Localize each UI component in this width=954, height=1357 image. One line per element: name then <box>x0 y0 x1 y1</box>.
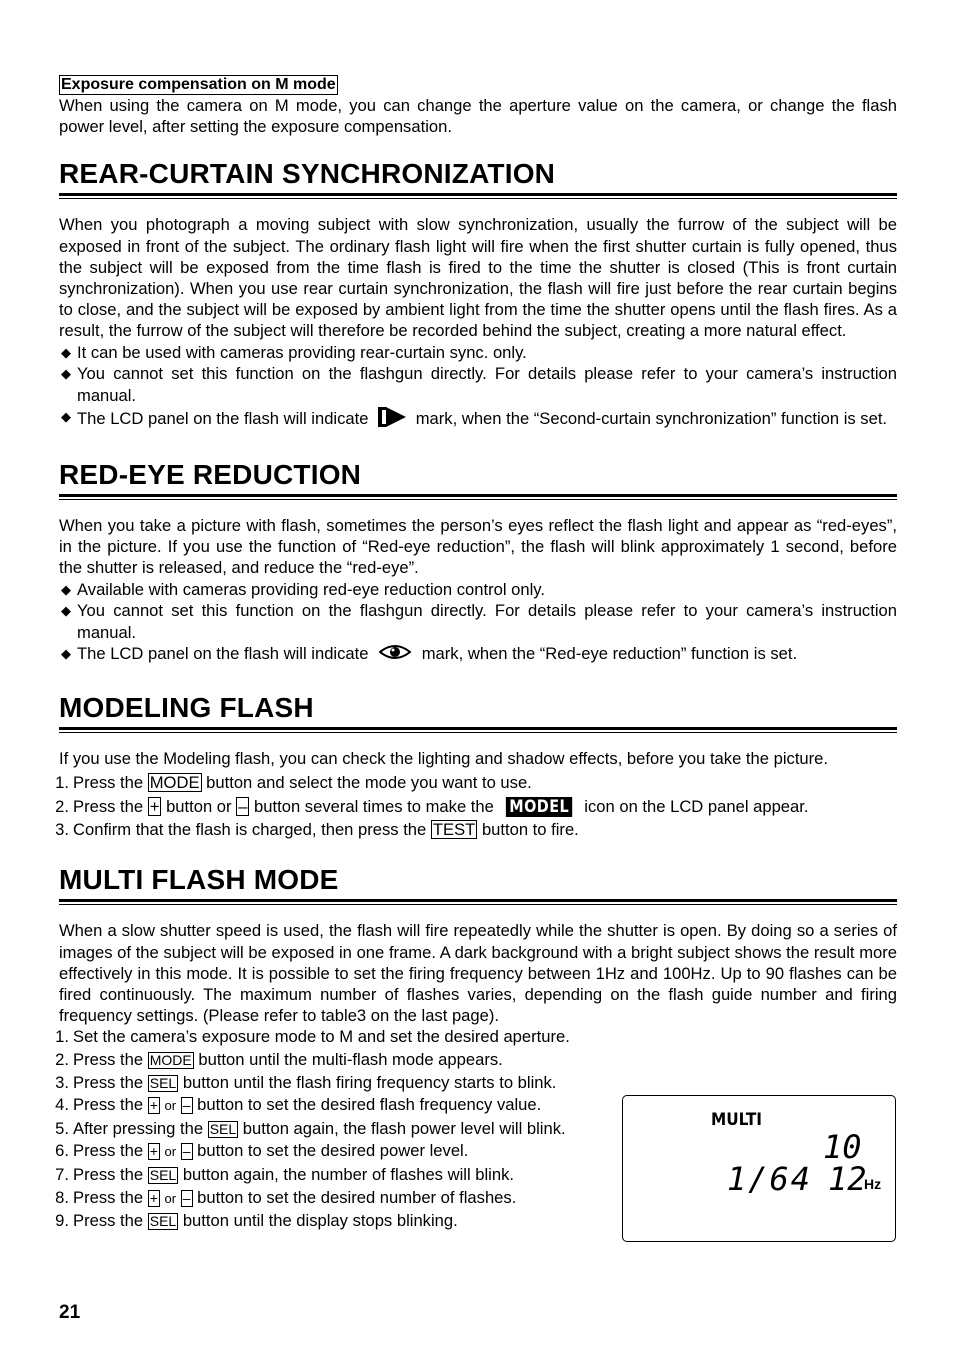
list-item: 2. Press the + button or – button several times to make the MODEL icon on the LCD panel appear. <box>55 796 809 818</box>
diamond-bullet-icon: ◆ <box>61 603 71 619</box>
sel-key-label: SEL <box>149 1074 177 1091</box>
list-item: 8. Press the + or – button to set the desired number of flashes. <box>55 1187 517 1207</box>
multi-flash-paragraph: When a slow shutter speed is used, the flash will fire repeatedly while the shutter is open. By doing so a series of images of the subject will be exposed in one frame. A dark background with a bright subject shows the result more effectively in this mode. It is possible to set the firing frequency between 1Hz and 100Hz. Up to 90 flashes can be fired continuously. The maximum number of flashes varies, depending on the flash guide number and firing frequency settings. (Please refer to table3 on the last page). <box>59 921 897 1026</box>
diamond-bullet-icon: ◆ <box>61 409 71 425</box>
lcd-display-illustration <box>622 1095 896 1242</box>
red-eye-paragraph: When you take a picture with flash, sometimes the person’s eyes reflect the flash light and appear as “red-eyes”, in the picture. If you use the function of “Red-eye reduction”, the flash will blink approximately 1 second, before the shutter is released, and reduce the “red-eye”. <box>59 516 897 578</box>
intro-section <box>59 74 897 137</box>
bullet-item: ◆ Available with cameras providing red-eye reduction control only. <box>61 579 545 599</box>
bullet-item: ◆ It can be used with cameras providing rear-curtain sync. only. <box>61 342 527 362</box>
rear-curtain-title: REAR-CURTAIN SYNCHRONIZATION <box>59 158 556 190</box>
sel-key-label: SEL <box>209 1120 237 1137</box>
multi-flash-title: MULTI FLASH MODE <box>59 864 339 896</box>
page-number: 21 <box>59 1302 81 1323</box>
diamond-bullet-icon: ◆ <box>61 344 71 360</box>
list-item: 4. Press the + or – button to set the desired flash frequency value. <box>55 1095 542 1115</box>
rear-curtain-section <box>59 157 897 434</box>
list-item: 9. Press the SEL button until the display stops blinking. <box>55 1211 458 1231</box>
lcd-frequency: 12 <box>828 1160 867 1198</box>
sel-key-label: SEL <box>149 1213 177 1230</box>
mode-key-label: MODE <box>149 773 200 793</box>
intro-heading: Exposure compensation on M mode <box>61 76 336 93</box>
section-rule <box>59 899 897 905</box>
minus-key-label: – <box>238 796 248 816</box>
lcd-flash-count: 10 <box>823 1128 862 1166</box>
minus-key-label: – <box>182 1189 191 1206</box>
red-eye-icon <box>379 643 411 667</box>
section-rule <box>59 193 897 199</box>
bullet-item: ◆ The LCD panel on the flash will indicate mark, when the “Second-curtain synchronization” function is set. <box>59 406 897 434</box>
section-rule <box>59 727 897 733</box>
red-eye-section <box>59 458 897 667</box>
test-key-label: TEST <box>432 820 476 839</box>
intro-text: When using the camera on M mode, you can change the aperture value on the camera, or change the flash power level, after setting the exposure compensation. <box>59 96 897 137</box>
bullet-item: ◆ You cannot set this function on the flashgun directly. For details please refer to your camera’s instruction manual. <box>61 601 897 642</box>
list-item: 1. Press the MODE button and select the mode you want to use. <box>55 773 532 793</box>
plus-key-label: + <box>149 796 160 816</box>
section-rule <box>59 494 897 500</box>
minus-key-label: – <box>182 1097 191 1114</box>
list-item: 5. After pressing the SEL button again, the flash power level will blink. <box>55 1118 566 1138</box>
diamond-bullet-icon: ◆ <box>61 581 71 597</box>
modeling-paragraph: If you use the Modeling flash, you can check the lighting and shadow effects, before you take the picture. <box>59 748 829 768</box>
sel-key-label: SEL <box>149 1166 177 1183</box>
list-item: 3. Confirm that the flash is charged, then press the TEST button to fire. <box>55 820 579 839</box>
list-item: 6. Press the + or – button to set the desired power level. <box>55 1141 469 1161</box>
plus-key-label: + <box>149 1097 158 1114</box>
rear-curtain-sync-icon <box>377 406 407 434</box>
plus-key-label: + <box>149 1189 158 1206</box>
model-badge-icon: MODEL <box>506 797 573 817</box>
minus-key-label: – <box>182 1143 191 1160</box>
modeling-section <box>55 691 897 841</box>
diamond-bullet-icon: ◆ <box>61 646 71 662</box>
list-item: 7. Press the SEL button again, the number of flashes will blink. <box>55 1164 514 1184</box>
list-item: 1. Set the camera’s exposure mode to M and set the desired aperture. <box>55 1027 570 1047</box>
list-item: 2. Press the MODE button until the multi-flash mode appears. <box>55 1050 503 1070</box>
red-eye-title: RED-EYE REDUCTION <box>59 459 362 490</box>
plus-key-label: + <box>149 1143 158 1160</box>
diamond-bullet-icon: ◆ <box>61 366 71 382</box>
lcd-hz-unit: Hz <box>864 1176 882 1192</box>
rear-curtain-paragraph: When you photograph a moving subject with slow synchronization, usually the furrow of the subject will be exposed in front of the subject. The ordinary flash light will fire when the first shutter curtain is fully opened, thus the subject will be exposed from the time flash is fired to the time the shutter is closed (This is front curtain synchronization). When you use rear curtain synchronization, the flash will fire just before the rear curtain begins to close, and the subject will be exposed by ambient light from the time the shutter opens until the flash fires. As a result, the furrow of the subject will therefore be recorded behind the subject, creating a more natural effect. <box>59 215 897 341</box>
manual-page <box>55 74 897 1233</box>
bullet-item: ◆ You cannot set this function on the flashgun directly. For details please refer to your camera’s instruction manual. <box>61 364 897 405</box>
bullet-item: ◆ The LCD panel on the flash will indicate mark, when the “Red-eye reduction” function is set. <box>59 643 897 667</box>
list-item: 3. Press the SEL button until the flash firing frequency starts to blink. <box>55 1072 557 1092</box>
modeling-title: MODELING FLASH <box>59 691 314 723</box>
mode-key-label: MODE <box>149 1052 192 1069</box>
lcd-power-level: 1/64 <box>727 1160 813 1198</box>
lcd-multi-label: MULTI <box>711 1110 763 1130</box>
